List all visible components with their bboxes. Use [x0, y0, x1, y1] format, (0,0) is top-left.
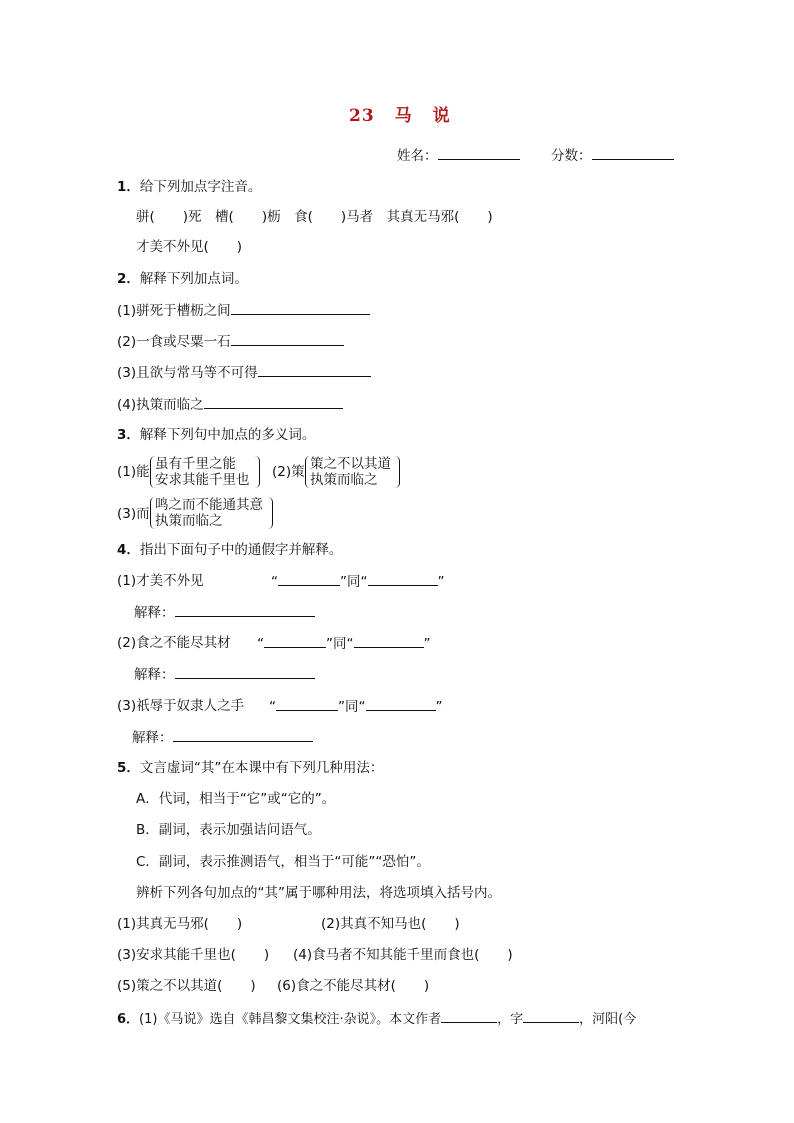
q5-paren-close: )	[507, 947, 513, 963]
q4-item-2-tongjia	[257, 634, 431, 653]
q5-sentence-2	[321, 915, 460, 933]
q4-answer-blank[interactable]	[354, 634, 424, 648]
q1-seg: )	[236, 239, 243, 255]
q3-group-line: 鸣之而不能通其意	[155, 497, 263, 513]
q4-quote: “	[269, 699, 276, 715]
q2-item-text: (1)骈死于槽枥之间	[117, 303, 231, 319]
q2-number: 2．	[117, 271, 140, 287]
q2-item	[117, 301, 370, 320]
q6-author-blank[interactable]	[441, 1009, 497, 1023]
q4-explain-blank[interactable]	[175, 665, 315, 679]
q5-sentence-6	[277, 977, 429, 995]
q4-quote: “	[257, 636, 264, 652]
q2-item	[117, 395, 343, 414]
q3-number: 3．	[117, 427, 140, 443]
q4-answer-blank[interactable]	[368, 572, 438, 586]
q1-text: 给下列加点字注音。	[139, 179, 262, 195]
q3-group-3-label: (3)而	[117, 506, 150, 522]
q3-group-line: 执策而临之	[155, 513, 223, 529]
q4-tong: ”同“	[338, 699, 366, 715]
q1-seg: )枥 食(	[261, 209, 313, 225]
q4-explain-label: 解释：	[132, 730, 173, 746]
q3-group-line: 执策而临之	[310, 472, 378, 488]
title-char-1: 马	[394, 106, 413, 126]
q2-answer-blank[interactable]	[231, 332, 344, 346]
q1-seg: 才美不外见(	[136, 239, 209, 255]
q4-item-label: (3)祇辱于奴隶人之手	[117, 698, 245, 714]
q2-answer-blank[interactable]	[258, 363, 371, 377]
q2-item-text: (3)且欲与常马等不可得	[117, 365, 258, 381]
name-label: 姓名：	[397, 148, 438, 164]
q5-sentence-3	[117, 946, 269, 964]
q5-sentence-text: (5)策之不以其道(	[117, 978, 223, 994]
q2-item	[117, 363, 371, 382]
q6-zi-blank[interactable]	[523, 1009, 579, 1023]
q4-item-label: (2)食之不能尽其材	[117, 635, 231, 651]
q3-group-2-lines	[310, 456, 391, 488]
q5-paren-close: )	[236, 916, 243, 932]
q2-item-text: (2)一食或尽粟一石	[117, 334, 231, 350]
name-field	[397, 146, 520, 165]
q2-item-text: (4)执策而临之	[117, 397, 204, 413]
q4-explain-label: 解释：	[134, 605, 175, 621]
q1-seg: )	[487, 209, 493, 225]
q4-quote: ”	[435, 699, 443, 715]
q3-group-line: 虽有千里之能	[155, 456, 236, 472]
title-char-2: 说	[432, 106, 451, 126]
q5-paren-close: )	[250, 978, 256, 994]
q4-tong: ”同“	[340, 574, 368, 590]
q4-explain-blank[interactable]	[173, 728, 313, 742]
q1-seg: 骈(	[136, 209, 155, 225]
q2-item	[117, 332, 344, 351]
q4-text: 指出下面句子中的通假字并解释。	[139, 542, 343, 558]
q5-sentence-5	[117, 977, 256, 995]
q4-item-3-explain	[132, 728, 313, 747]
question-1	[117, 178, 261, 196]
title-number: 23	[349, 106, 375, 126]
question-6	[117, 1009, 636, 1029]
name-blank[interactable]	[438, 146, 520, 160]
q3-group-line: 安求其能千里也	[155, 472, 250, 488]
q4-answer-blank[interactable]	[276, 697, 338, 711]
q5-paren-close: )	[423, 978, 430, 994]
q1-seg: )马者 其真无马邪(	[340, 209, 460, 225]
score-blank[interactable]	[592, 146, 674, 160]
score-field	[551, 146, 674, 165]
q5-option-a: A．代词，相当于“它”或“它的”。	[136, 791, 336, 807]
q2-text: 解释下列加点词。	[139, 271, 248, 287]
q4-tong: ”同“	[326, 636, 354, 652]
q3-group-2-label: (2)策	[272, 464, 305, 480]
question-2	[117, 270, 248, 288]
q5-option-b: B．副词，表示加强诘问语气。	[136, 822, 321, 838]
q4-item-label: (1)才美不外见	[117, 573, 204, 589]
q4-explain-label: 解释：	[134, 667, 175, 683]
q4-quote: ”	[423, 636, 431, 652]
q4-number: 4．	[117, 542, 140, 558]
question-4	[117, 541, 342, 559]
q4-item-1-explain	[134, 603, 315, 622]
q4-item-3-tongjia	[269, 697, 443, 716]
q6-text: ，字	[497, 1012, 524, 1027]
q3-group-3-lines	[155, 497, 263, 529]
question-5	[117, 759, 383, 777]
q5-number: 5．	[117, 760, 140, 776]
q5-sentence-1	[117, 915, 242, 933]
q4-explain-blank[interactable]	[175, 603, 315, 617]
q2-answer-blank[interactable]	[231, 301, 370, 315]
q3-group-1-label: (1)能	[117, 464, 150, 480]
q6-text: ，河阳(今	[579, 1012, 637, 1027]
q1-line-2	[136, 238, 242, 256]
q1-seg: )死 槽(	[182, 209, 234, 225]
q5-paren-close: )	[263, 947, 270, 963]
q5-sentence-4	[293, 946, 513, 964]
q6-text: (1)《马说》选自《韩昌黎文集校注·杂说》。本文作者	[139, 1012, 442, 1027]
q2-answer-blank[interactable]	[204, 395, 343, 409]
q4-answer-blank[interactable]	[366, 697, 436, 711]
page-title	[349, 107, 451, 125]
q5-sentence-text: (3)安求其能千里也(	[117, 947, 236, 963]
q4-answer-blank[interactable]	[264, 634, 326, 648]
q5-paren-close: )	[454, 916, 460, 932]
q5-sentence-text: (1)其真无马邪(	[117, 916, 209, 932]
q5-instruction: 辨析下列各句加点的“其”属于哪种用法，将选项填入括号内。	[136, 885, 501, 901]
q5-sentence-text: (2)其真不知马也(	[321, 916, 427, 932]
q4-item-2-explain	[134, 665, 315, 684]
q5-sentence-text: (6)食之不能尽其材(	[277, 978, 396, 994]
q3-group-line: 策之不以其道	[310, 456, 391, 472]
q3-text: 解释下列句中加点的多义词。	[139, 427, 316, 443]
q1-line-1	[136, 208, 493, 226]
question-3	[117, 426, 315, 444]
q3-group-1-lines	[155, 456, 250, 488]
q1-number: 1．	[117, 179, 140, 195]
score-label: 分数：	[551, 148, 592, 164]
q5-text: 文言虚词“其”在本课中有下列几种用法：	[139, 760, 384, 776]
q5-option-c: C．副词，表示推测语气，相当于“可能”“恐怕”。	[136, 854, 430, 870]
q4-item-1-tongjia	[271, 572, 445, 591]
q4-quote: ”	[437, 574, 445, 590]
q5-sentence-text: (4)食马者不知其能千里而食也(	[293, 947, 480, 963]
q4-answer-blank[interactable]	[278, 572, 340, 586]
q4-quote: “	[271, 574, 278, 590]
q6-number: 6．	[117, 1012, 140, 1027]
